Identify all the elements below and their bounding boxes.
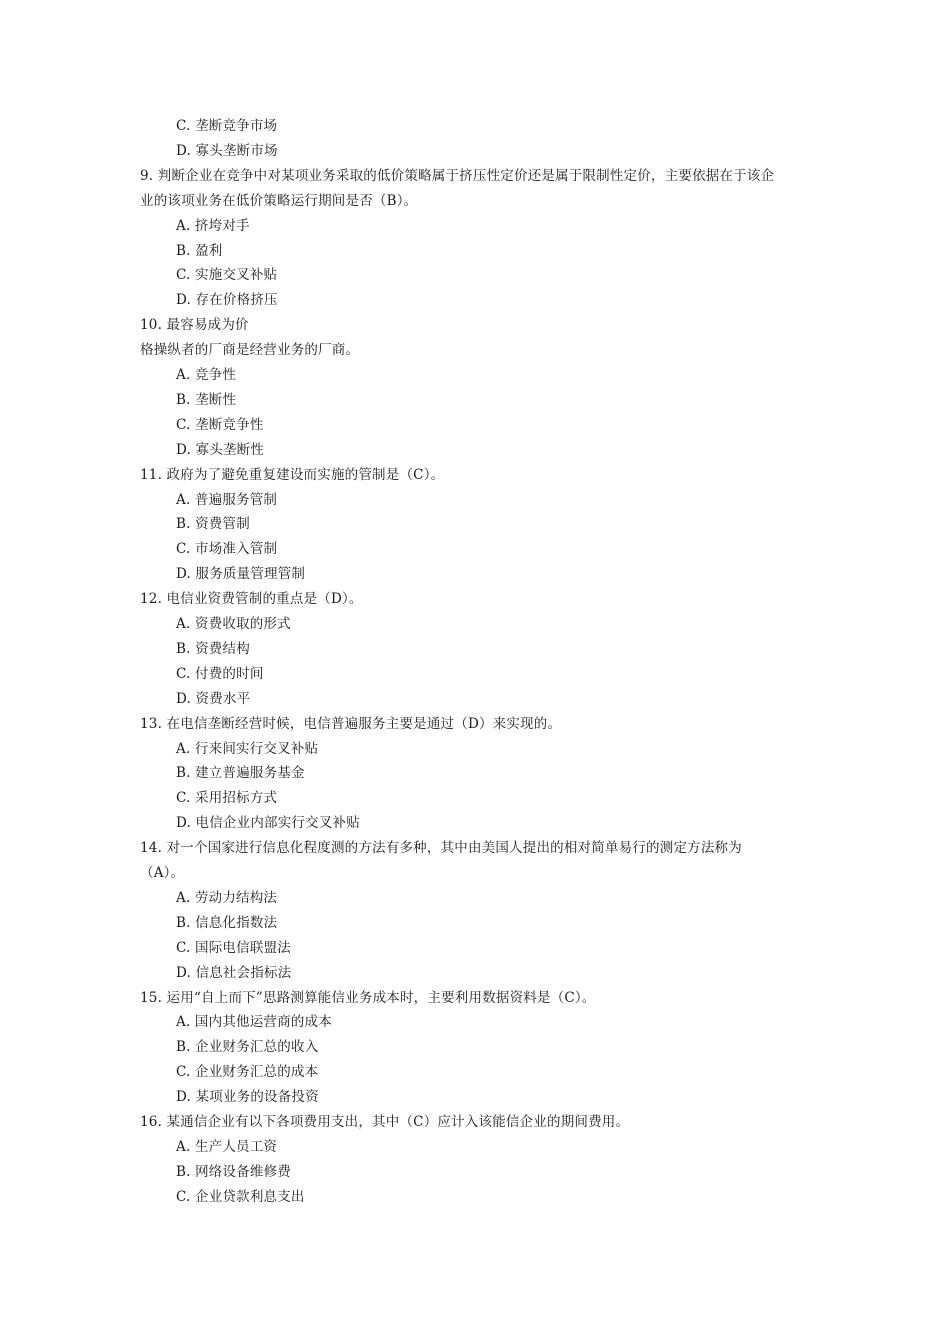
answer-option: D. 服务质量管理管制 [176, 566, 306, 582]
answer-option: B. 企业财务汇总的收入 [176, 1039, 319, 1055]
answer-option: C. 企业贷款利息支出 [176, 1189, 305, 1205]
answer-option: B. 盈利 [176, 243, 223, 259]
answer-option: D. 电信企业内部实行交叉补贴 [176, 815, 360, 831]
question-text: 9. 判断企业在竞争中对某项业务采取的低价策略属于挤压性定价还是属于限制性定价，主要依据在于该企 [140, 168, 775, 184]
answer-option: B. 垄断性 [176, 392, 237, 408]
answer-option: C. 垄断竞争性 [176, 417, 264, 433]
answer-option: C. 付费的时间 [176, 666, 264, 682]
answer-option: C. 市场准入管制 [176, 541, 278, 557]
question-text: 15. 运用“自上而下”思路测算能信业务成本时，主要利用数据资料是（C）。 [140, 990, 596, 1006]
answer-option: A. 资费收取的形式 [176, 616, 291, 632]
answer-option: B. 资费管制 [176, 516, 250, 532]
question-text: 业的该项业务在低价策略运行期间是否（B）。 [140, 193, 418, 209]
answer-option: B. 资费结构 [176, 641, 250, 657]
question-text: 格操纵者的厂商是经营业务的厂商。 [140, 342, 360, 358]
answer-option: D. 资费水平 [176, 691, 251, 707]
answer-option: A. 生产人员工资 [176, 1139, 278, 1155]
question-text: 16. 某通信企业有以下各项费用支出，其中（C）应计入该能信企业的期间费用。 [140, 1114, 630, 1130]
answer-option: C. 实施交叉补贴 [176, 267, 278, 283]
question-text: 13. 在电信垄断经营时候，电信普遍服务主要是通过（D）来实现的。 [140, 716, 562, 732]
question-text: （A）。 [140, 865, 185, 881]
question-text: 10. 最容易成为价 [140, 317, 249, 333]
answer-option: A. 劳动力结构法 [176, 890, 278, 906]
answer-option: D. 存在价格挤压 [176, 292, 278, 308]
answer-option: B. 建立普遍服务基金 [176, 765, 305, 781]
answer-option: D. 信息社会指标法 [176, 965, 292, 981]
answer-option: A. 挤垮对手 [176, 218, 250, 234]
answer-option: A. 国内其他运营商的成本 [176, 1014, 332, 1030]
answer-option: A. 竞争性 [176, 367, 237, 383]
answer-option: C. 国际电信联盟法 [176, 940, 291, 956]
answer-option: D. 某项业务的设备投资 [176, 1089, 319, 1105]
answer-option: A. 行来间实行交叉补贴 [176, 741, 319, 757]
answer-option: B. 网络设备维修费 [176, 1164, 292, 1180]
answer-option: C. 采用招标方式 [176, 790, 278, 806]
answer-option: D. 寡头垄断市场 [176, 143, 278, 159]
question-text: 11. 政府为了避免重复建设而实施的管制是（C）。 [140, 467, 445, 483]
answer-option: C. 垄断竞争市场 [176, 118, 278, 134]
answer-option: D. 寡头垄断性 [176, 442, 265, 458]
question-text: 14. 对一个国家进行信息化程度测的方法有多种，其中由美国人提出的相对简单易行的测定方法称为 [140, 840, 742, 856]
question-text: 12. 电信业资费管制的重点是（D）。 [140, 591, 363, 607]
answer-option: A. 普遍服务管制 [176, 492, 278, 508]
answer-option: B. 信息化指数法 [176, 915, 278, 931]
answer-option: C. 企业财务汇总的成本 [176, 1064, 319, 1080]
